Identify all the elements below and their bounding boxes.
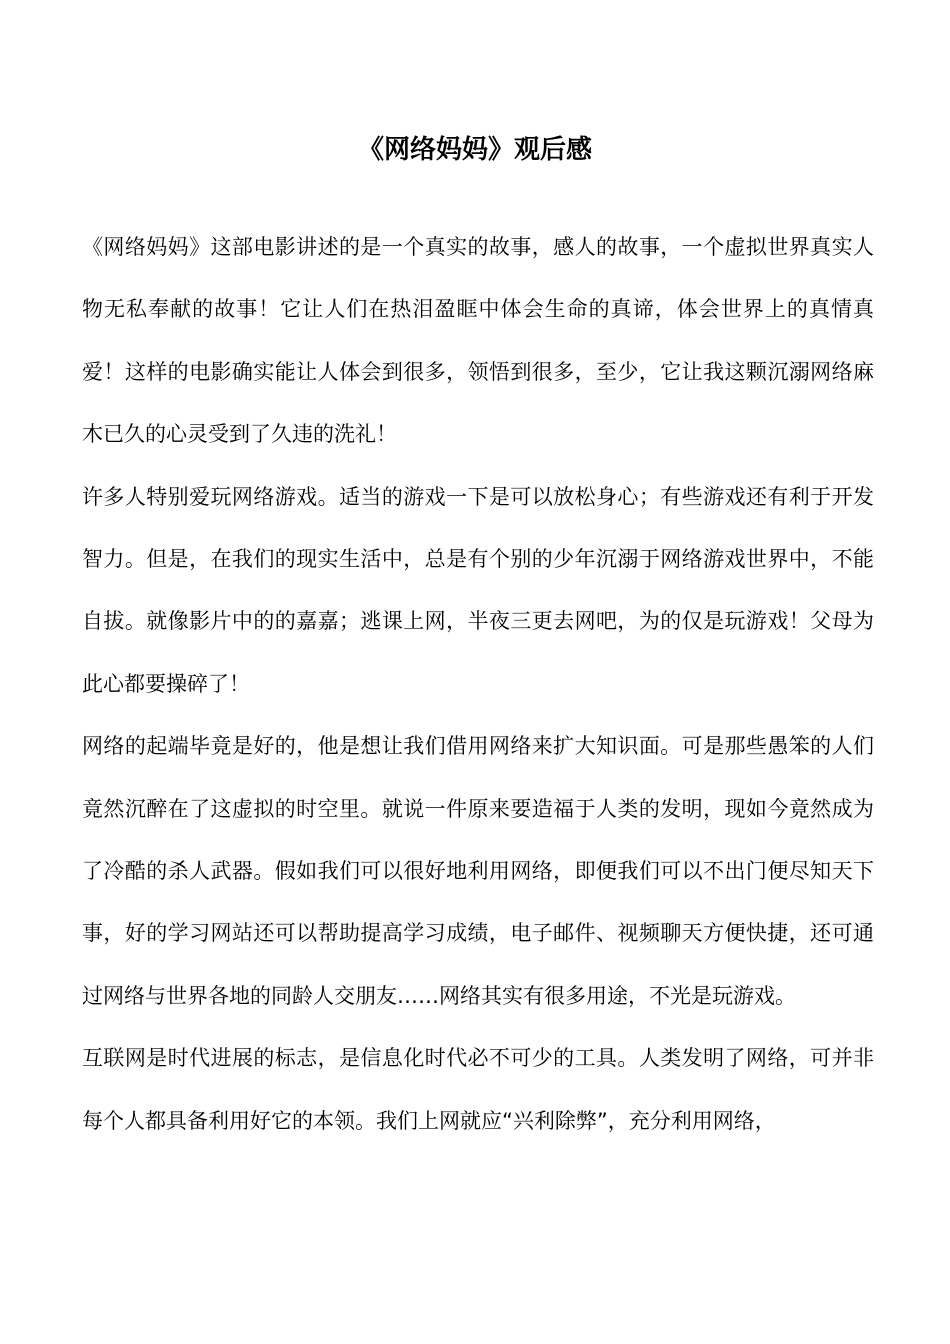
paragraph-1: 《网络妈妈》这部电影讲述的是一个真实的故事，感人的故事，一个虚拟世界真实人物无私奉献的故事！它让人们在热泪盈眶中体会生命的真谛，体会世界上的真情真爱！这样的电影确实能让人体会到很多，领悟到很多，至少，它让我这颗沉溺网络麻木已久的心灵受到了久违的洗礼！ <box>82 235 874 447</box>
paragraph-2: 许多人特别爱玩网络游戏。适当的游戏一下是可以放松身心；有些游戏还有利于开发智力。但是，在我们的现实生活中，总是有个别的少年沉溺于网络游戏世界中，不能自拔。就像影片中的的嘉嘉；逃课上网，半夜三更去网吧，为的仅是玩游戏！父母为此心都要操碎了！ <box>82 484 874 696</box>
paragraph-3: 网络的起端毕竟是好的，他是想让我们借用网络来扩大知识面。可是那些愚笨的人们竟然沉醉在了这虚拟的时空里。就说一件原来要造福于人类的发明，现如今竟然成为了冷酷的杀人武器。假如我们可以很好地利用网络，即便我们可以不出门便尽知天下事，好的学习网站还可以帮助提高学习成绩，电子邮件、视频聊天方便快捷，还可通过网络与世界各地的同龄人交朋友……网络其实有很多用途，不光是玩游戏。 <box>82 734 874 1008</box>
document-body <box>82 216 874 1152</box>
document-title: 《网络妈妈》观后感 <box>357 135 592 165</box>
paragraph-4: 互联网是时代进展的标志，是信息化时代必不可少的工具。人类发明了网络，可并非每个人都具备利用好它的本领。我们上网就应“兴利除弊”，充分利用网络， <box>82 1046 874 1133</box>
